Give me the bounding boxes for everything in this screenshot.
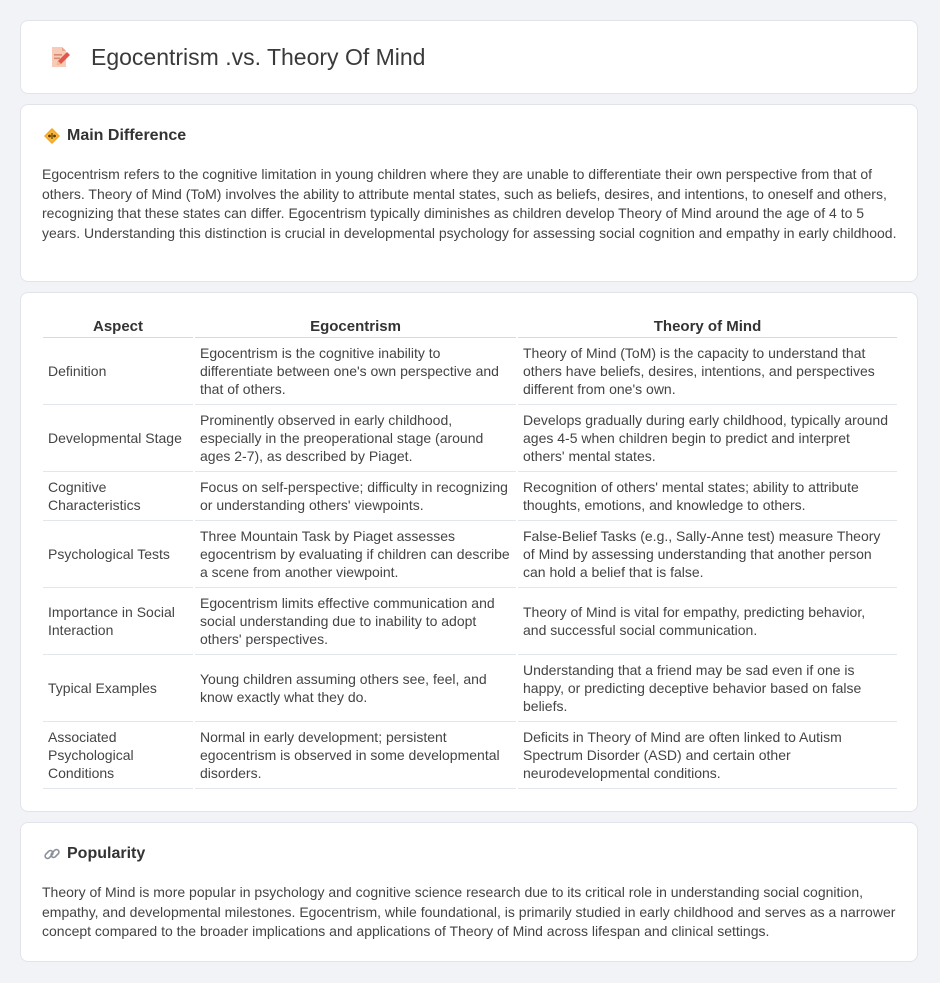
aspect-cell: Definition [43, 338, 194, 405]
table-row [43, 588, 897, 655]
table-row [43, 521, 897, 588]
table-header-row [43, 315, 897, 338]
aspect-cell: Psychological Tests [43, 521, 194, 588]
page-title: Egocentrism .vs. Theory Of Mind [91, 43, 426, 70]
main-difference-header [43, 127, 186, 145]
diamond-sign-icon [43, 127, 61, 145]
theory-of-mind-cell: Recognition of others' mental states; ability to attribute thoughts, emotions, and knowledge to others. [517, 472, 897, 521]
table-row [43, 722, 897, 789]
table-row [43, 472, 897, 521]
popularity-title: Popularity [67, 845, 146, 862]
popularity-text: Theory of Mind is more popular in psychology and cognitive science research due to its critical role in understanding social cognition, empathy, and developmental milestones. Egocentrism, while foundational, is primarily studied in early childhood and serves as a narrower concept compared to the broader implications and applications of Theory of Mind across lifespan and clinical settings. [42, 884, 896, 939]
egocentrism-cell: Three Mountain Task by Piaget assesses egocentrism by evaluating if children can describe a scene from another viewpoint. [194, 521, 517, 588]
header-egocentrism: Egocentrism [194, 315, 517, 338]
theory-of-mind-cell: Deficits in Theory of Mind are often linked to Autism Spectrum Disorder (ASD) and certain other neurodevelopmental conditions. [517, 722, 897, 789]
aspect-cell: Developmental Stage [43, 405, 194, 472]
aspect-cell: Typical Examples [43, 655, 194, 722]
egocentrism-cell: Egocentrism is the cognitive inability to differentiate between one's own perspective and that of others. [194, 338, 517, 405]
header-aspect: Aspect [43, 315, 194, 338]
egocentrism-cell: Young children assuming others see, feel, and know exactly what they do. [194, 655, 517, 722]
theory-of-mind-cell: Understanding that a friend may be sad even if one is happy, or predicting deceptive behavior based on false beliefs. [517, 655, 897, 722]
main-difference-title: Main Difference [67, 127, 187, 144]
egocentrism-cell: Focus on self-perspective; difficulty in recognizing or understanding others' viewpoints. [194, 472, 517, 521]
aspect-cell: Associated Psychological Conditions [43, 722, 194, 789]
header-theory-of-mind: Theory of Mind [517, 315, 897, 338]
theory-of-mind-cell: Theory of Mind (ToM) is the capacity to understand that others have beliefs, desires, intentions, and perspectives different from one's own. [517, 338, 897, 405]
comparison-table-card [20, 292, 918, 812]
table-row [43, 655, 897, 722]
egocentrism-cell: Egocentrism limits effective communication and social understanding due to inability to adopt others' perspectives. [194, 588, 517, 655]
egocentrism-cell: Prominently observed in early childhood, especially in the preoperational stage (around ages 2-7), as described by Piaget. [194, 405, 517, 472]
egocentrism-cell: Normal in early development; persistent egocentrism is observed in some developmental disorders. [194, 722, 517, 789]
title-card [20, 20, 918, 94]
theory-of-mind-cell: Develops gradually during early childhood, typically around ages 4-5 when children begin to predict and interpret others' mental states. [517, 405, 897, 472]
aspect-cell: Cognitive Characteristics [43, 472, 194, 521]
main-difference-text: Egocentrism refers to the cognitive limitation in young children where they are unable to differentiate their own perspective from that of others. Theory of Mind (ToM) involves the ability to attribute mental states, such as beliefs, desires, and intentions, to oneself and others, recognizing that these states can differ. Egocentrism typically diminishes as children develop Theory of Mind around the age of 4 to 5 years. Understanding this distinction is crucial in developmental psychology for assessing social cognition and empathy in early childhood. [42, 166, 897, 241]
popularity-header [43, 845, 145, 863]
popularity-card [20, 822, 918, 962]
theory-of-mind-cell: False-Belief Tasks (e.g., Sally-Anne test) measure Theory of Mind by assessing understanding that another person can hold a belief that is false. [517, 521, 897, 588]
table-row [43, 405, 897, 472]
table-row [43, 338, 897, 405]
main-difference-card [20, 104, 918, 282]
theory-of-mind-cell: Theory of Mind is vital for empathy, predicting behavior, and successful social communication. [517, 588, 897, 655]
aspect-cell: Importance in Social Interaction [43, 588, 194, 655]
comparison-table [43, 315, 897, 789]
link-icon [43, 845, 61, 863]
edit-document-icon [47, 45, 71, 69]
